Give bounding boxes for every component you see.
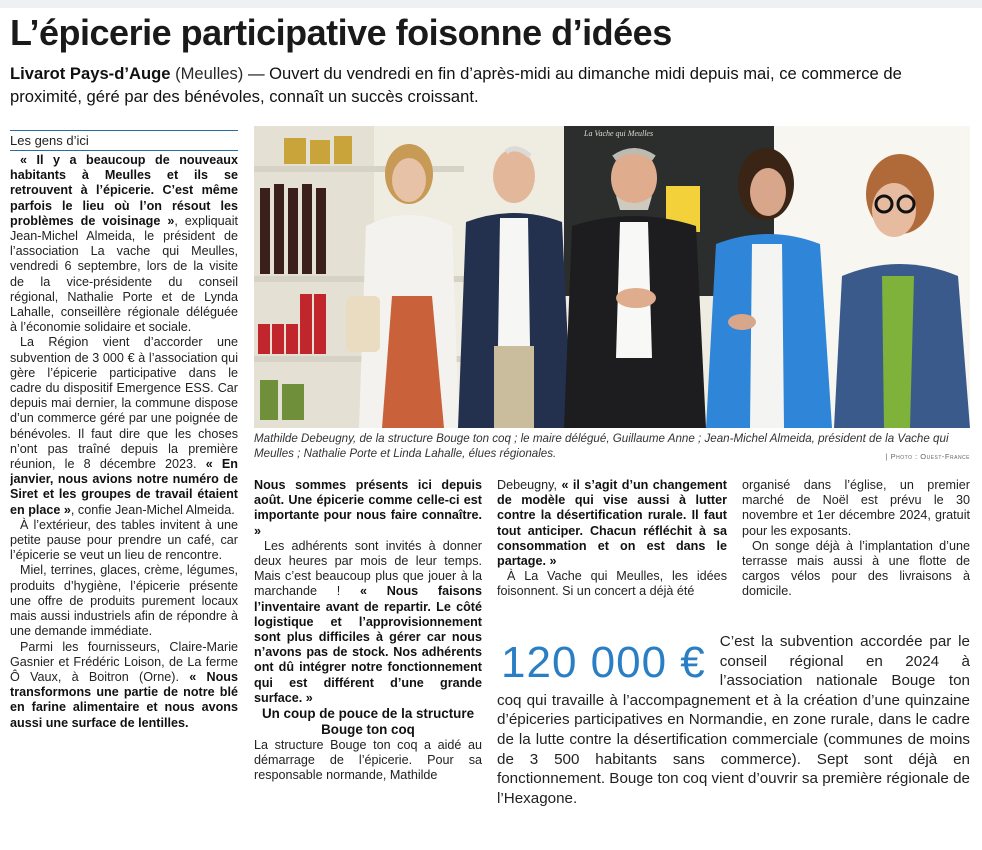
section-kicker: Les gens d’ici [10,130,238,151]
quote-text: « En janvier, nous avions notre numéro de Siret et les groupes de travail étaient en place » [10,457,238,517]
article-column-3 [497,478,727,608]
photo-illustration [254,126,970,428]
body-text: On songe déjà à l’implantation d’une terrasse mais aussi à une flotte de cargos vélos pour des livraisons à domicile. [742,538,970,599]
quote-text: « Nous faisons l’inventaire avant de repartir. Le côté logistique et l’approvisionnement sont plus difficiles à gérer car nous n’avons pas de stock. Nos adhérents ont dû intégrer notre fonctionnement qui est différent d’une grande surface. » [254,584,482,705]
body-text: , expliquait Jean-Michel Almeida, le président de l’association La vache qui Meulles, vendredi 6 septembre, lors de la visite de la vice-présidente du conseil régional, Nathalie Porte et de Lynda Lahalle, conseillère régionale déléguée à l’économie solidaire et sociale. [10,213,238,335]
body-text: À La Vache qui Meulles, les idées foisonnent. Si un concert a déjà été [497,569,727,599]
highlight-text: C’est la subvention accordée par le conseil régional en 2024 à l’association nationale Bouge ton coq qui travaille à l’accompagnement et à la création d’une quinzaine d’épiceries participatives en Normandie, en zone rurale, dans le cadre de la lutte contre la désertification commerciale (communes de moins de 3 500 habitants sans commerce). Sept sont déjà en fonctionnement. Bouge ton coq vient d’ouvrir sa première régionale de l’Hexagone. [497,633,970,807]
article-paragraph [10,640,238,731]
article-paragraph [742,539,970,600]
article-paragraph [742,478,970,539]
article-column-1 [10,153,238,825]
article-column-2 [254,478,482,826]
article-column-4 [742,478,970,608]
article-headline: L’épicerie participative foisonne d’idées [10,12,672,53]
highlight-number: 120 000 € [501,638,706,687]
article-paragraph [254,539,482,706]
article-photo [254,126,970,428]
article-paragraph [10,335,238,517]
article-paragraph [10,153,238,335]
body-text: Miel, terrines, glaces, crème, légumes, produits d’hygiène, l’épicerie présente une offre de produits purement locaux mais aussi industriels afin de répondre à une demande immédiate. [10,563,238,639]
photo-credit: | Photo : Ouest-France [885,452,970,461]
chalkboard-sign: La Vache qui Meulles [584,129,654,138]
highlight-box [497,632,970,832]
article-paragraph: La structure Bouge ton coq a aidé au démarrage de l’épicerie. Pour sa responsable normande, Mathilde [254,738,482,783]
body-text: Les adhérents sont invités à donner deux heures par mois de leur temps. Mais c’est beaucoup plus que jouer à la marchande ! [254,538,482,599]
quote-text: Nous sommes présents ici depuis août. Une épicerie comme celle-ci est importante pour nous faire connaître. » [254,478,482,538]
subhead: Un coup de pouce de la structure Bouge ton coq [261,706,475,738]
body-text: organisé dans l’église, un premier marché de Noël est prévu le 30 novembre et 1er décembre 2024, gratuit pour les exposants. [742,478,970,538]
article-paragraph [10,563,238,639]
body-text: Debeugny, [497,478,562,492]
article-paragraph [497,569,727,599]
body-text: La Région vient d’accorder une subvention de 3 000 € à l’association qui gère l’épicerie participative dans le cadre du dispositif Emergence ESS. Car depuis mai dernier, la commune dispose d’un commerce géré par une poignée de bénévoles. Il faut dire que les choses n’ont pas traîné depuis la première réunion, le 8 décembre 2023. [10,335,238,472]
quote-text: « il s’agit d’un changement de modèle qui vise aussi à lutter contre la désertification rurale. Il faut tout anticiper. Chacun réfléchit à sa consommation et on est dans le partage. » [497,478,727,569]
lede-place-sub: (Meulles) [175,64,244,83]
quote-text: « Il y a beaucoup de nouveaux habitants à Meulles et ils se retrouvent à l’épicerie. C’est même parfois le lieu où l’on résout les problèmes de voisinage » [10,153,238,228]
article-paragraph [10,518,238,564]
article-lede [10,62,970,108]
body-text: , confie Jean-Michel Almeida. [70,502,235,517]
article-paragraph [497,478,727,569]
lede-text: — Ouvert du vendredi en fin d’après-midi au dimanche midi depuis mai, ce commerce de proximité, géré par des bénévoles, connaît un succès croissant. [10,64,902,106]
quote-text: « Nous transformons une partie de notre blé en farine alimentaire et nous avons aussi une surface de lentilles. [10,669,238,730]
body-text: À l’extérieur, des tables invitent à une petite pause pour prendre un café, car l’épicerie se veut un lieu de rencontre. [10,517,238,563]
article-paragraph [254,478,482,539]
lede-place: Livarot Pays-d’Auge [10,64,171,83]
page-top-band [0,0,982,8]
photo-caption: Mathilde Debeugny, de la structure Bouge ton coq ; le maire délégué, Guillaume Anne ; Jean-Michel Almeida, président de la Vache qui Meulles ; Nathalie Porte et Linda Lahalle, élues régionales. [254,432,949,460]
body-text: Parmi les fournisseurs, Claire-Marie Gasnier et Frédéric Loison, de La ferme Ô Vaux, à Boitron (Orne). [10,639,238,684]
